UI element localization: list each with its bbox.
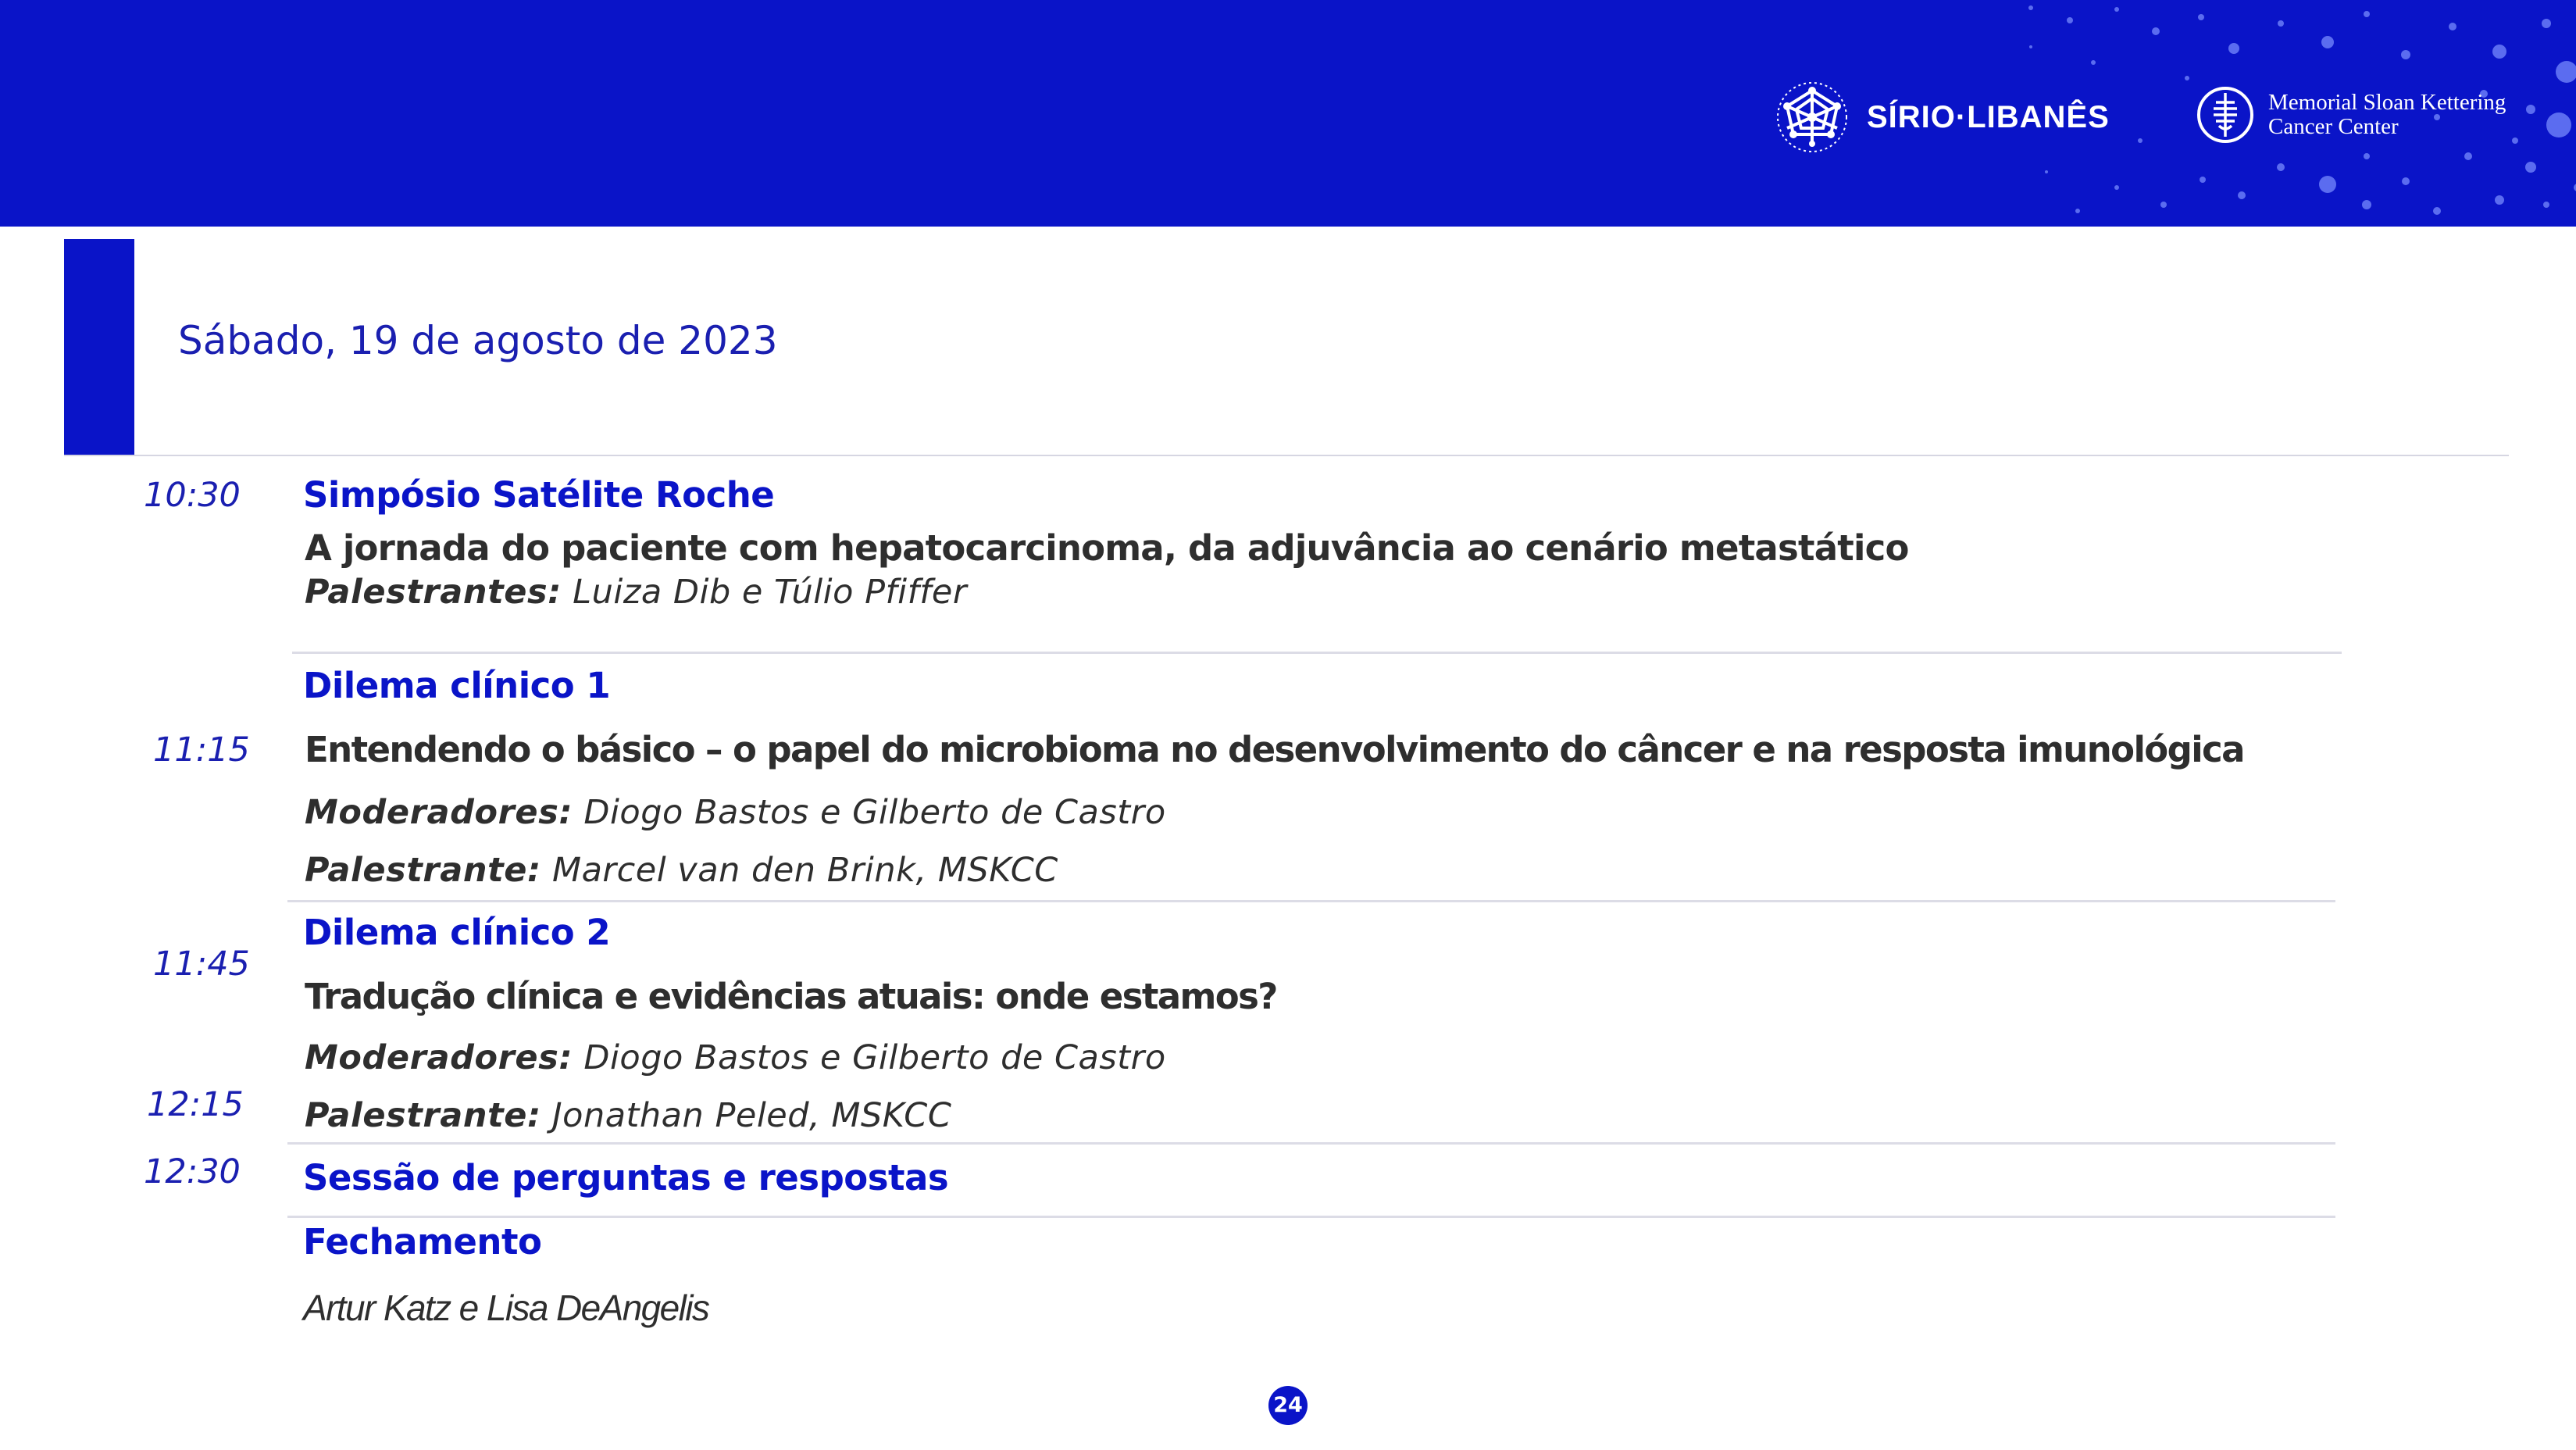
session-heading: Fechamento bbox=[303, 1221, 542, 1262]
mskcc-logo-line1: Memorial Sloan Kettering bbox=[2268, 90, 2506, 115]
speakers-line bbox=[305, 570, 967, 614]
speaker-line bbox=[305, 1094, 951, 1138]
time-slot: 11:15 bbox=[153, 730, 250, 770]
session-subtitle: A jornada do paciente com hepatocarcinoma, da adjuvância ao cenário metastático bbox=[305, 527, 1909, 569]
time-slot: 12:30 bbox=[144, 1152, 241, 1191]
time-slot: 12:15 bbox=[147, 1085, 244, 1124]
mskcc-logo-text bbox=[2268, 91, 2506, 139]
header-band bbox=[0, 0, 2576, 227]
moderators-names: Diogo Bastos e Gilberto de Castro bbox=[583, 793, 1166, 832]
moderators-line bbox=[305, 791, 1166, 834]
closing-people: Artur Katz e Lisa DeAngelis bbox=[303, 1288, 709, 1328]
agenda-divider bbox=[287, 900, 2335, 902]
moderators-label: Moderadores: bbox=[305, 793, 573, 832]
moderators-names: Diogo Bastos e Gilberto de Castro bbox=[583, 1038, 1166, 1077]
agenda-divider bbox=[287, 1142, 2335, 1145]
agenda-divider bbox=[287, 1216, 2335, 1218]
speaker-label: Palestrante: bbox=[305, 851, 541, 890]
speaker-label: Palestrante: bbox=[305, 1096, 541, 1135]
session-heading: Sessão de perguntas e respostas bbox=[303, 1157, 949, 1198]
sirio-libanes-emblem-icon bbox=[1775, 80, 1850, 155]
page-number-badge: 24 bbox=[1268, 1386, 1308, 1425]
speakers-names: Luiza Dib e Túlio Pfiffer bbox=[573, 573, 968, 612]
title-divider bbox=[64, 455, 2509, 456]
time-slot: 11:45 bbox=[153, 945, 250, 984]
mskcc-logo bbox=[2195, 81, 2506, 148]
speaker-name: Marcel van den Brink, MSKCC bbox=[551, 851, 1058, 890]
moderators-label: Moderadores: bbox=[305, 1038, 573, 1077]
session-heading: Simpósio Satélite Roche bbox=[303, 474, 775, 516]
agenda-divider bbox=[292, 652, 2342, 654]
sirio-libanes-logo bbox=[1775, 80, 2110, 155]
session-subtitle: Entendendo o básico – o papel do microbioma no desenvolvimento do câncer e na resposta imunológica bbox=[305, 729, 2244, 770]
time-slot: 10:30 bbox=[144, 476, 241, 515]
mskcc-logo-line2: Cancer Center bbox=[2268, 114, 2399, 139]
page-title: Sábado, 19 de agosto de 2023 bbox=[178, 318, 778, 363]
moderators-line bbox=[305, 1036, 1166, 1080]
speaker-name: Jonathan Peled, MSKCC bbox=[551, 1096, 952, 1135]
mskcc-emblem-icon bbox=[2195, 82, 2256, 148]
session-heading: Dilema clínico 1 bbox=[303, 665, 611, 706]
speaker-line bbox=[305, 848, 1058, 892]
title-accent-bar bbox=[64, 239, 134, 455]
session-heading: Dilema clínico 2 bbox=[303, 912, 611, 953]
session-subtitle: Tradução clínica e evidências atuais: onde estamos? bbox=[305, 976, 1277, 1017]
sirio-libanes-logo-text: SÍRIO·LIBANÊS bbox=[1867, 99, 2110, 134]
speakers-label: Palestrantes: bbox=[305, 573, 562, 612]
